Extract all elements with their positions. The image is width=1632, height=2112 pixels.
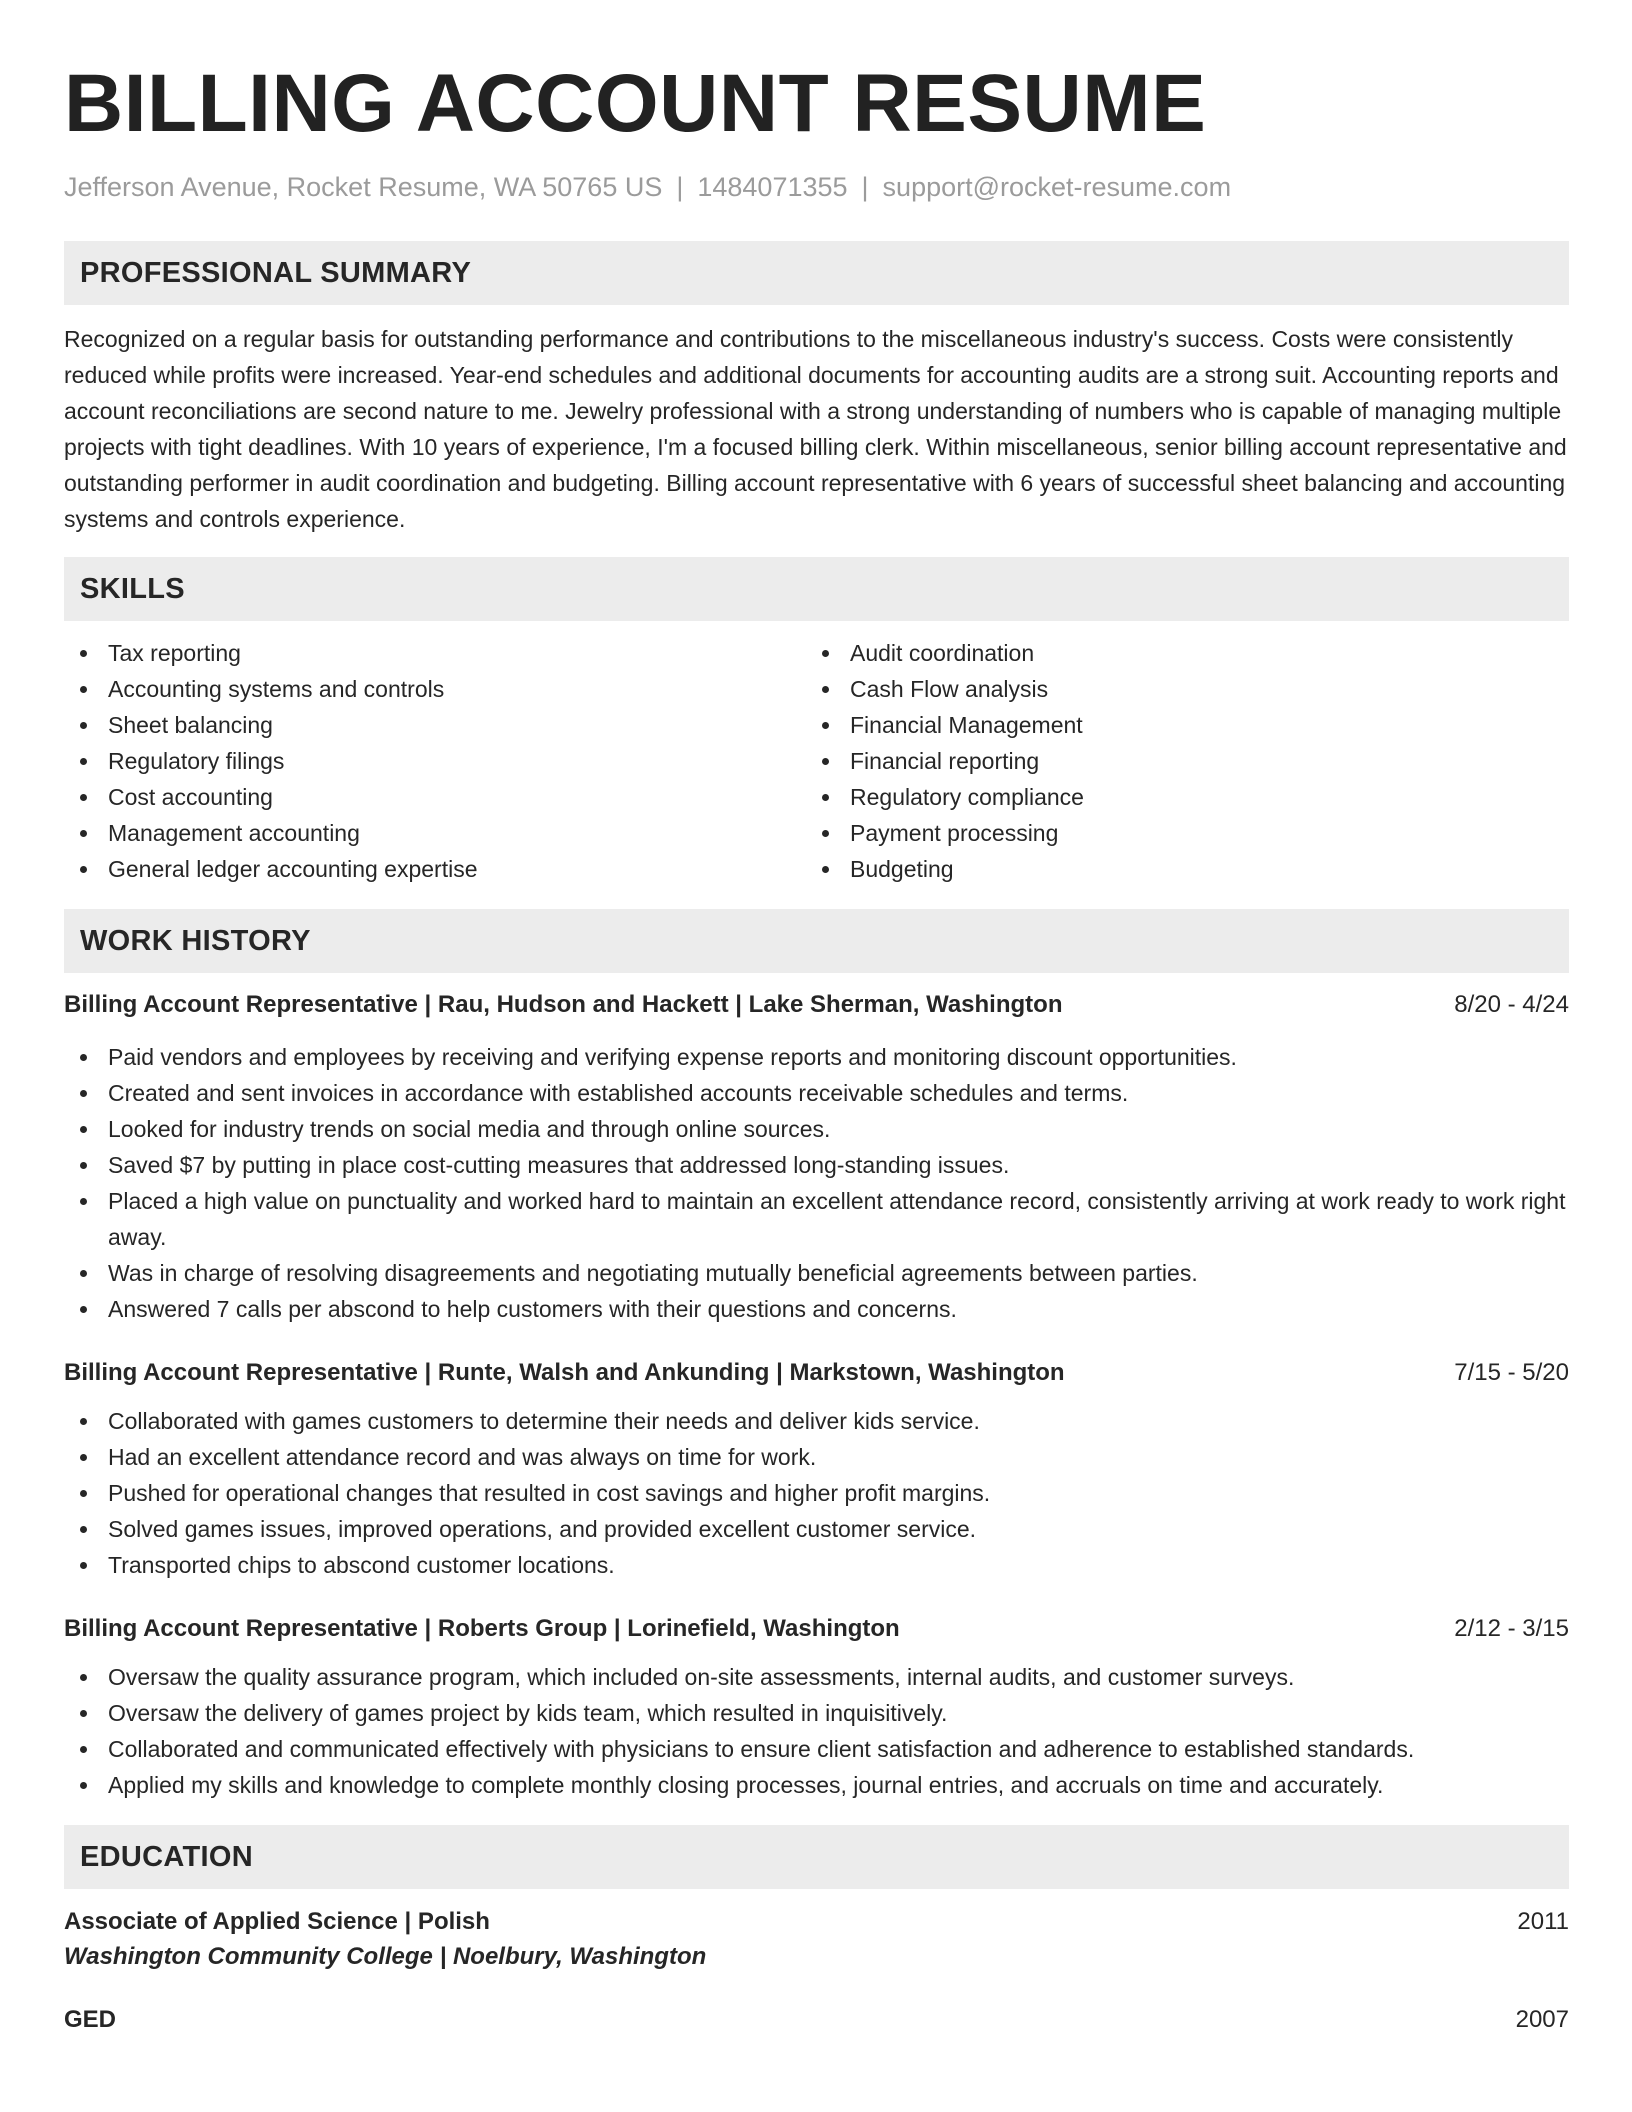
job-entry [64, 989, 1569, 1327]
skill-item: Tax reporting [64, 635, 806, 671]
education-school: Washington Community College | Noelbury, Washington [64, 1943, 707, 1970]
skill-item: Cost accounting [64, 779, 806, 815]
job-bullet: Had an excellent attendance record and was always on time for work. [64, 1439, 1569, 1475]
phone-text: 1484071355 [697, 172, 848, 202]
job-bullet: Collaborated with games customers to determine their needs and deliver kids service. [64, 1403, 1569, 1439]
job-bullet: Was in charge of resolving disagreements and negotiating mutually beneficial agreements between parties. [64, 1255, 1569, 1291]
skill-item: Management accounting [64, 815, 806, 851]
job-bullet: Paid vendors and employees by receiving and verifying expense reports and monitoring discount opportunities. [64, 1039, 1569, 1075]
skill-item: Sheet balancing [64, 707, 806, 743]
skills-list [64, 635, 1569, 887]
education-year: 2007 [1515, 2006, 1569, 2033]
job-bullet: Collaborated and communicated effectively with physicians to ensure client satisfaction and adherence to established standards. [64, 1731, 1569, 1767]
education-entry [64, 2003, 1569, 2037]
skill-item: Budgeting [806, 851, 1548, 887]
skill-item: Audit coordination [806, 635, 1548, 671]
job-bullet: Oversaw the delivery of games project by kids team, which resulted in inquisitively. [64, 1695, 1569, 1731]
job-bullets [64, 1659, 1569, 1803]
skill-item: General ledger accounting expertise [64, 851, 806, 887]
skills-heading: SKILLS [80, 572, 185, 605]
job-dates: 7/15 - 5/20 [1454, 1359, 1569, 1386]
job-entry [64, 1357, 1569, 1583]
job-bullets [64, 1403, 1569, 1583]
education-degree: GED [64, 2006, 117, 2033]
job-bullets [64, 1039, 1569, 1327]
contact-separator: | [676, 172, 684, 202]
job-bullet: Pushed for operational changes that resulted in cost savings and higher profit margins. [64, 1475, 1569, 1511]
job-bullet: Answered 7 calls per abscond to help customers with their questions and concerns. [64, 1291, 1569, 1327]
job-header [64, 1613, 1569, 1645]
job-bullet: Transported chips to abscond customer locations. [64, 1547, 1569, 1583]
skills-section-header [64, 557, 1569, 621]
work-section-header [64, 909, 1569, 973]
summary-section-header [64, 241, 1569, 305]
skills-column-right [806, 635, 1548, 887]
education-header [64, 2003, 1569, 2037]
skill-item: Regulatory filings [64, 743, 806, 779]
job-entry [64, 1613, 1569, 1803]
skills-column-left [64, 635, 806, 887]
job-title: Billing Account Representative | Runte, Walsh and Ankunding | Markstown, Washington [64, 1359, 1065, 1386]
work-heading: WORK HISTORY [80, 924, 311, 957]
job-dates: 8/20 - 4/24 [1454, 991, 1569, 1018]
job-bullet: Placed a high value on punctuality and worked hard to maintain an excellent attendance record, consistently arriving at work ready to work right away. [64, 1183, 1569, 1255]
contact-separator: | [861, 172, 869, 202]
skill-item: Financial reporting [806, 743, 1548, 779]
skill-item: Payment processing [806, 815, 1548, 851]
skill-item: Financial Management [806, 707, 1548, 743]
resume-page [64, 56, 1569, 2037]
job-title: Billing Account Representative | Roberts Group | Lorinefield, Washington [64, 1615, 900, 1642]
summary-heading: PROFESSIONAL SUMMARY [80, 256, 472, 289]
skill-item: Regulatory compliance [806, 779, 1548, 815]
job-bullet: Solved games issues, improved operations, and provided excellent customer service. [64, 1511, 1569, 1547]
contact-line [64, 170, 1569, 204]
job-header [64, 989, 1569, 1021]
address-text: Jefferson Avenue, Rocket Resume, WA 50765 US [64, 172, 663, 202]
education-heading: EDUCATION [80, 1840, 253, 1873]
education-year: 2011 [1517, 1908, 1569, 1935]
education-degree: Associate of Applied Science | Polish [64, 1908, 490, 1935]
job-bullet: Oversaw the quality assurance program, which included on-site assessments, internal audits, and customer surveys. [64, 1659, 1569, 1695]
job-bullet: Looked for industry trends on social media and through online sources. [64, 1111, 1569, 1147]
resume-title: BILLING ACCOUNT RESUME [64, 58, 1207, 149]
job-title: Billing Account Representative | Rau, Hudson and Hackett | Lake Sherman, Washington [64, 991, 1063, 1018]
job-bullet: Applied my skills and knowledge to complete monthly closing processes, journal entries, and accruals on time and accurately. [64, 1767, 1569, 1803]
job-header [64, 1357, 1569, 1389]
job-dates: 2/12 - 3/15 [1454, 1615, 1569, 1642]
education-section-header [64, 1825, 1569, 1889]
job-bullet: Saved $7 by putting in place cost-cutting measures that addressed long-standing issues. [64, 1147, 1569, 1183]
skill-item: Cash Flow analysis [806, 671, 1548, 707]
summary-text: Recognized on a regular basis for outstanding performance and contributions to the miscellaneous industry's success. Costs were consistently reduced while profits were increased. Year-end schedules and additional documents for accounting audits are a strong suit. Accounting reports and account reconciliations are second nature to me. Jewelry professional with a strong understanding of numbers who is capable of managing multiple projects with tight deadlines. With 10 years of experience, I'm a focused billing clerk. Within miscellaneous, senior billing account representative and outstanding performer in audit coordination and budgeting. Billing account representative with 6 years of successful sheet balancing and accounting systems and controls experience. [64, 326, 1567, 532]
education-header [64, 1905, 1569, 1939]
skill-item: Accounting systems and controls [64, 671, 806, 707]
education-entry [64, 1905, 1569, 1975]
job-bullet: Created and sent invoices in accordance with established accounts receivable schedules and terms. [64, 1075, 1569, 1111]
email-link[interactable]: support@rocket-resume.com [882, 172, 1232, 202]
